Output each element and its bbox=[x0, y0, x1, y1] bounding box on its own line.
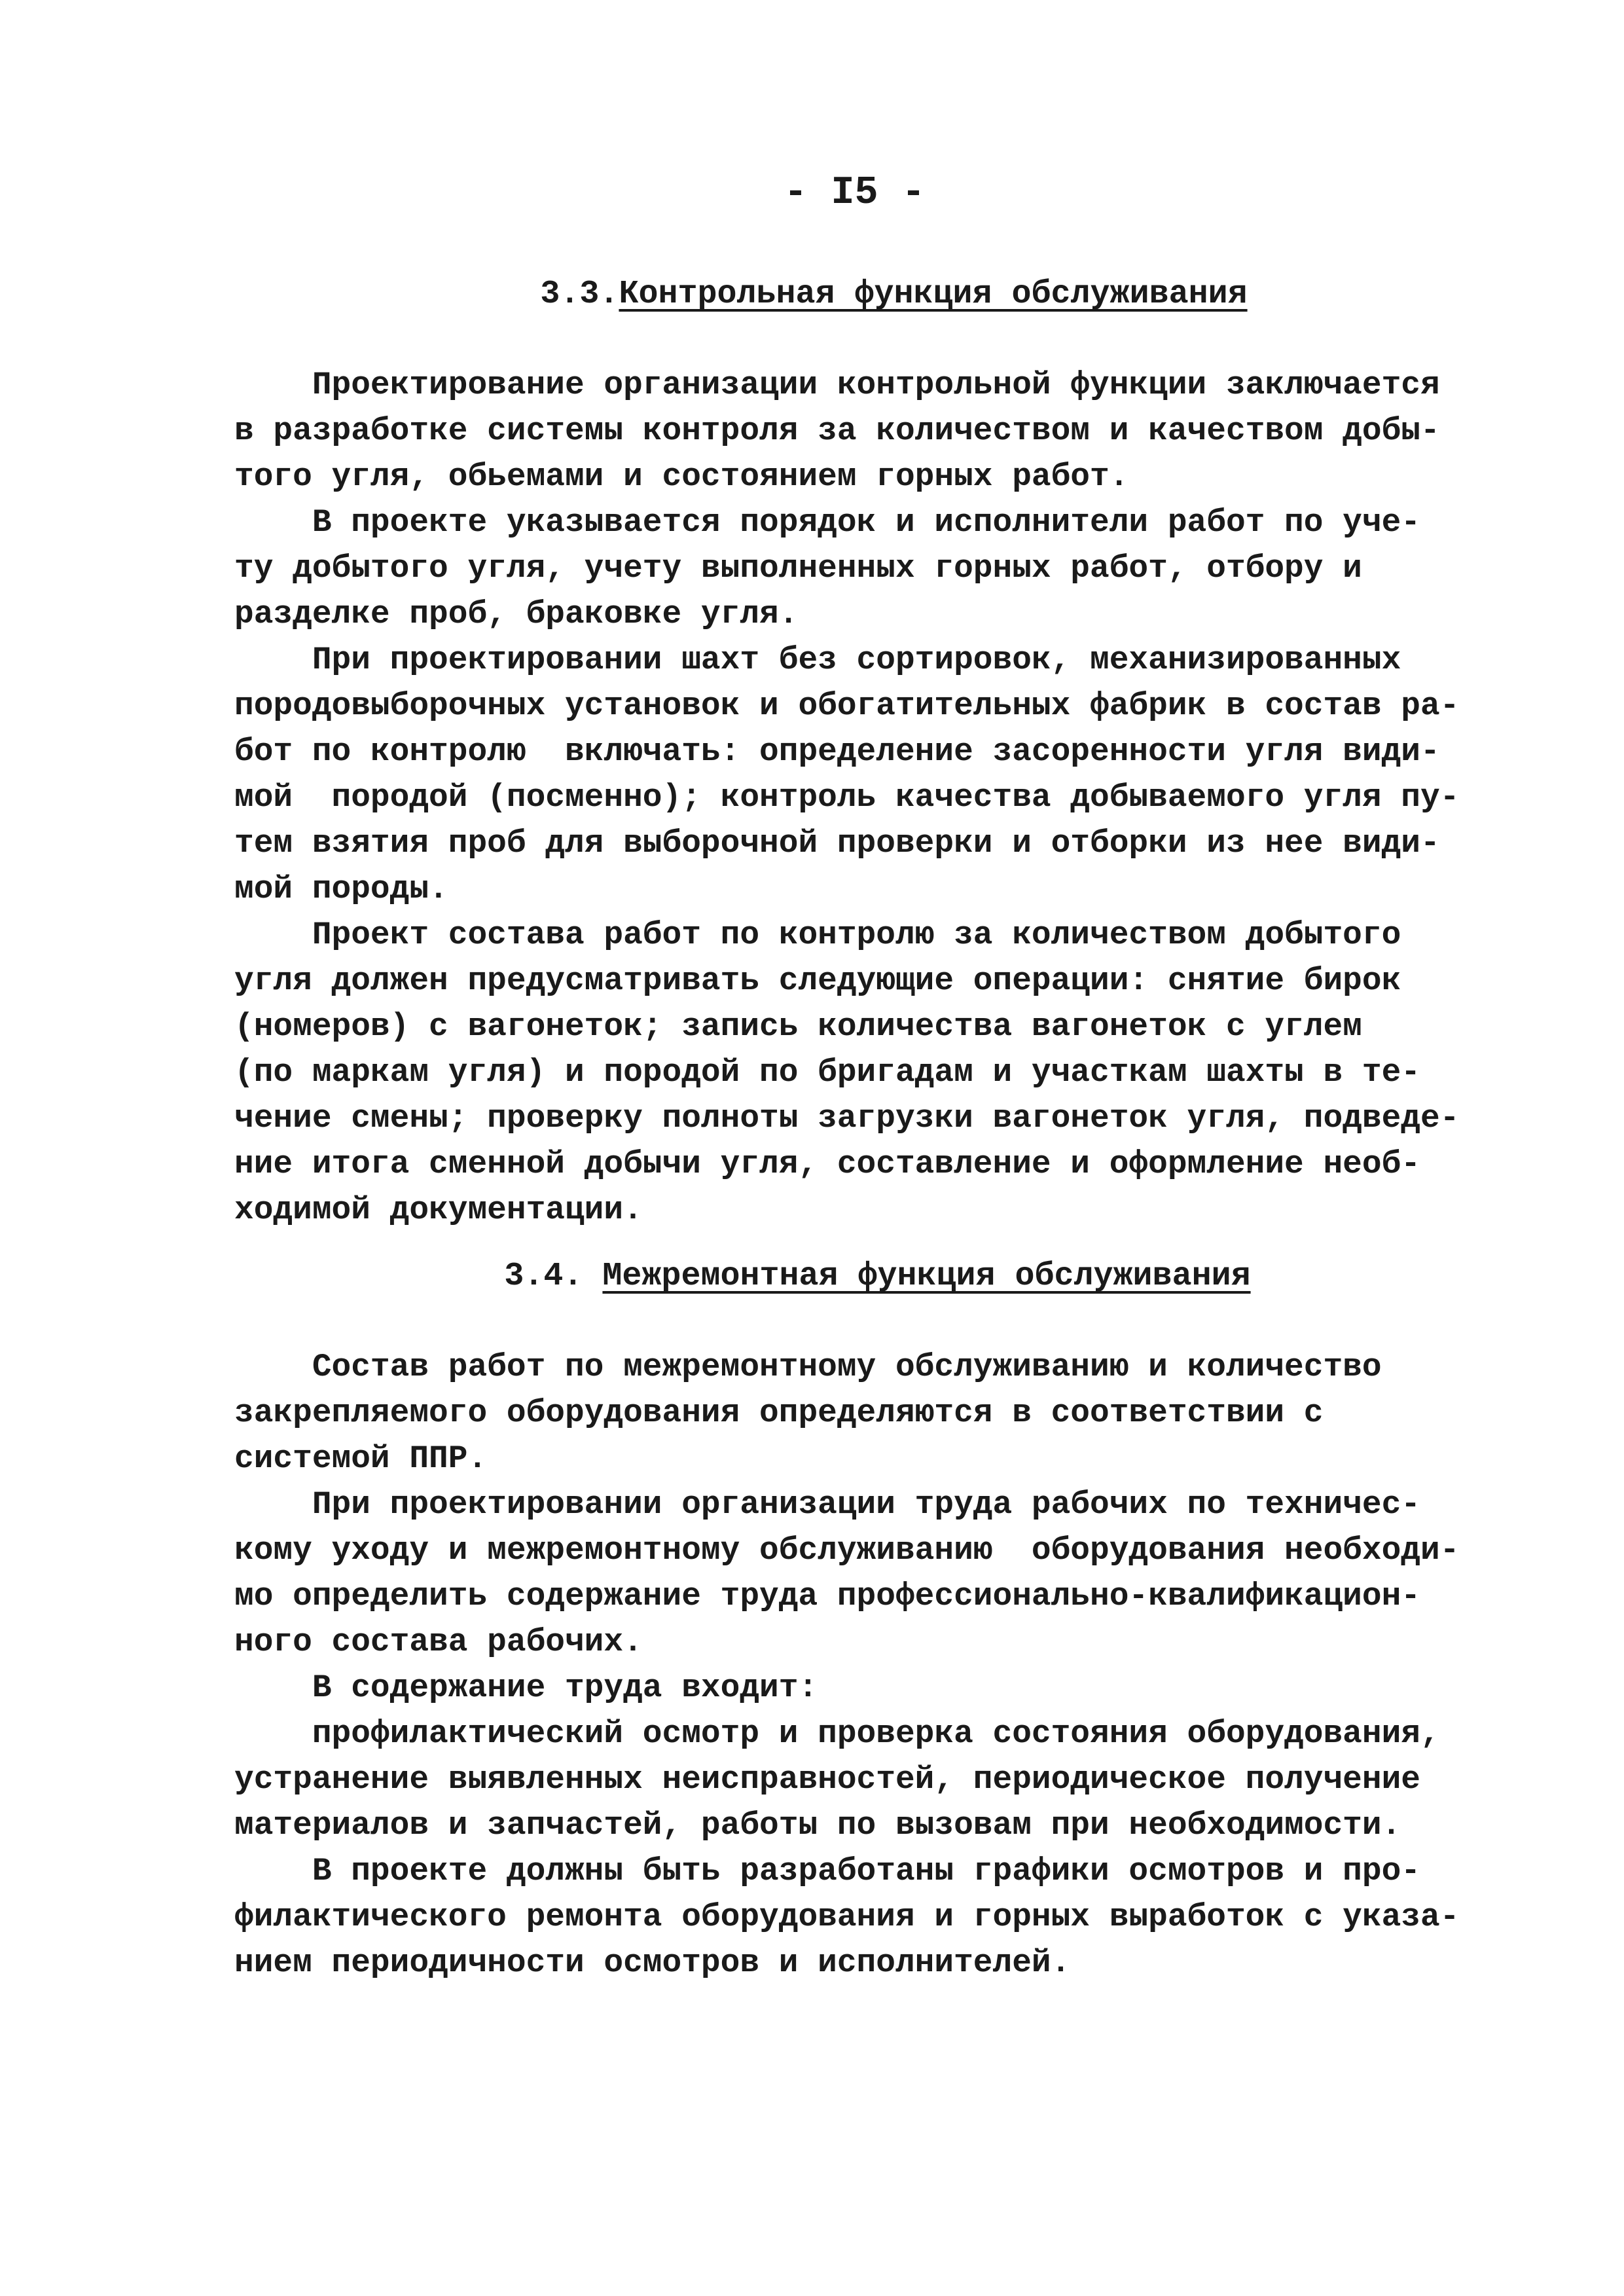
section-3-4-heading bbox=[0, 1254, 1624, 1300]
text-line: мой породы. bbox=[234, 871, 448, 907]
text-line: кому уходу и межремонтному обслуживанию оборудования необходи- bbox=[234, 1532, 1460, 1569]
text-line: бот по контролю включать: определение засоренности угля види- bbox=[234, 733, 1440, 770]
text-line: ного состава рабочих. bbox=[234, 1624, 643, 1660]
text-line: ние итога сменной добычи угля, составление и оформление необ- bbox=[234, 1146, 1420, 1182]
section-3-3-title: Контрольная функция обслуживания bbox=[619, 276, 1248, 313]
text-line: материалов и запчастей, работы по вызовам при необходимости. bbox=[234, 1807, 1401, 1844]
section-3-4-number: 3.4. bbox=[504, 1258, 603, 1295]
text-line: филактического ремонта оборудования и горных выработок с указа- bbox=[234, 1899, 1460, 1935]
text-line: ту добытого угля, учету выполненных горных работ, отбору и bbox=[234, 550, 1362, 587]
text-line: При проектировании шахт без сортировок, механизированных bbox=[234, 642, 1401, 678]
text-line: в разработке системы контроля за количеством и качеством добы- bbox=[234, 412, 1440, 449]
text-line: (по маркам угля) и породой по бригадам и участкам шахты в те- bbox=[234, 1054, 1420, 1091]
text-line: нием периодичности осмотров и исполнителей. bbox=[234, 1944, 1071, 1981]
text-line: В содержание труда входит: bbox=[234, 1669, 818, 1706]
text-line: Состав работ по межремонтному обслуживанию и количество bbox=[234, 1349, 1382, 1385]
text-line: устранение выявленных неисправностей, периодическое получение bbox=[234, 1761, 1420, 1798]
text-line: В проекте указывается порядок и исполнители работ по уче- bbox=[234, 504, 1420, 541]
text-line: разделке проб, браковке угля. bbox=[234, 596, 799, 632]
text-line: того угля, обьемами и состоянием горных работ. bbox=[234, 458, 1129, 495]
text-line: (номеров) с вагонеток; запись количества вагонеток с углем bbox=[234, 1008, 1362, 1045]
page-number: - I5 - bbox=[784, 171, 926, 215]
text-line: мой породой (посменно); контроль качества добываемого угля пу- bbox=[234, 779, 1460, 816]
text-line: ходимой документации. bbox=[234, 1192, 643, 1228]
text-line: угля должен предусматривать следующие операции: снятие бирок bbox=[234, 962, 1401, 999]
text-line: тем взятия проб для выборочной проверки и отборки из нее види- bbox=[234, 825, 1440, 862]
text-line: Проект состава работ по контролю за количеством добытого bbox=[234, 917, 1401, 953]
text-line: мо определить содержание труда профессионально-квалификацион- bbox=[234, 1578, 1420, 1614]
text-line: При проектировании организации труда рабочих по техничес- bbox=[234, 1486, 1420, 1523]
text-line: породовыборочных установок и обогатительных фабрик в состав ра- bbox=[234, 687, 1460, 724]
section-3-3-number: 3.3. bbox=[540, 276, 619, 313]
section-3-4-title: Межремонтная функция обслуживания bbox=[602, 1258, 1251, 1295]
text-line: системой ППР. bbox=[234, 1440, 488, 1477]
text-line: В проекте должны быть разработаны графики осмотров и про- bbox=[234, 1853, 1420, 1889]
text-line: профилактический осмотр и проверка состояния оборудования, bbox=[234, 1715, 1440, 1752]
section-3-3-heading bbox=[0, 272, 1624, 318]
text-line: закрепляемого оборудования определяются в соответствии с bbox=[234, 1394, 1324, 1431]
text-line: чение смены; проверку полноты загрузки вагонеток угля, подведе- bbox=[234, 1100, 1460, 1137]
text-line: Проектирование организации контрольной функции заключается bbox=[234, 367, 1440, 403]
